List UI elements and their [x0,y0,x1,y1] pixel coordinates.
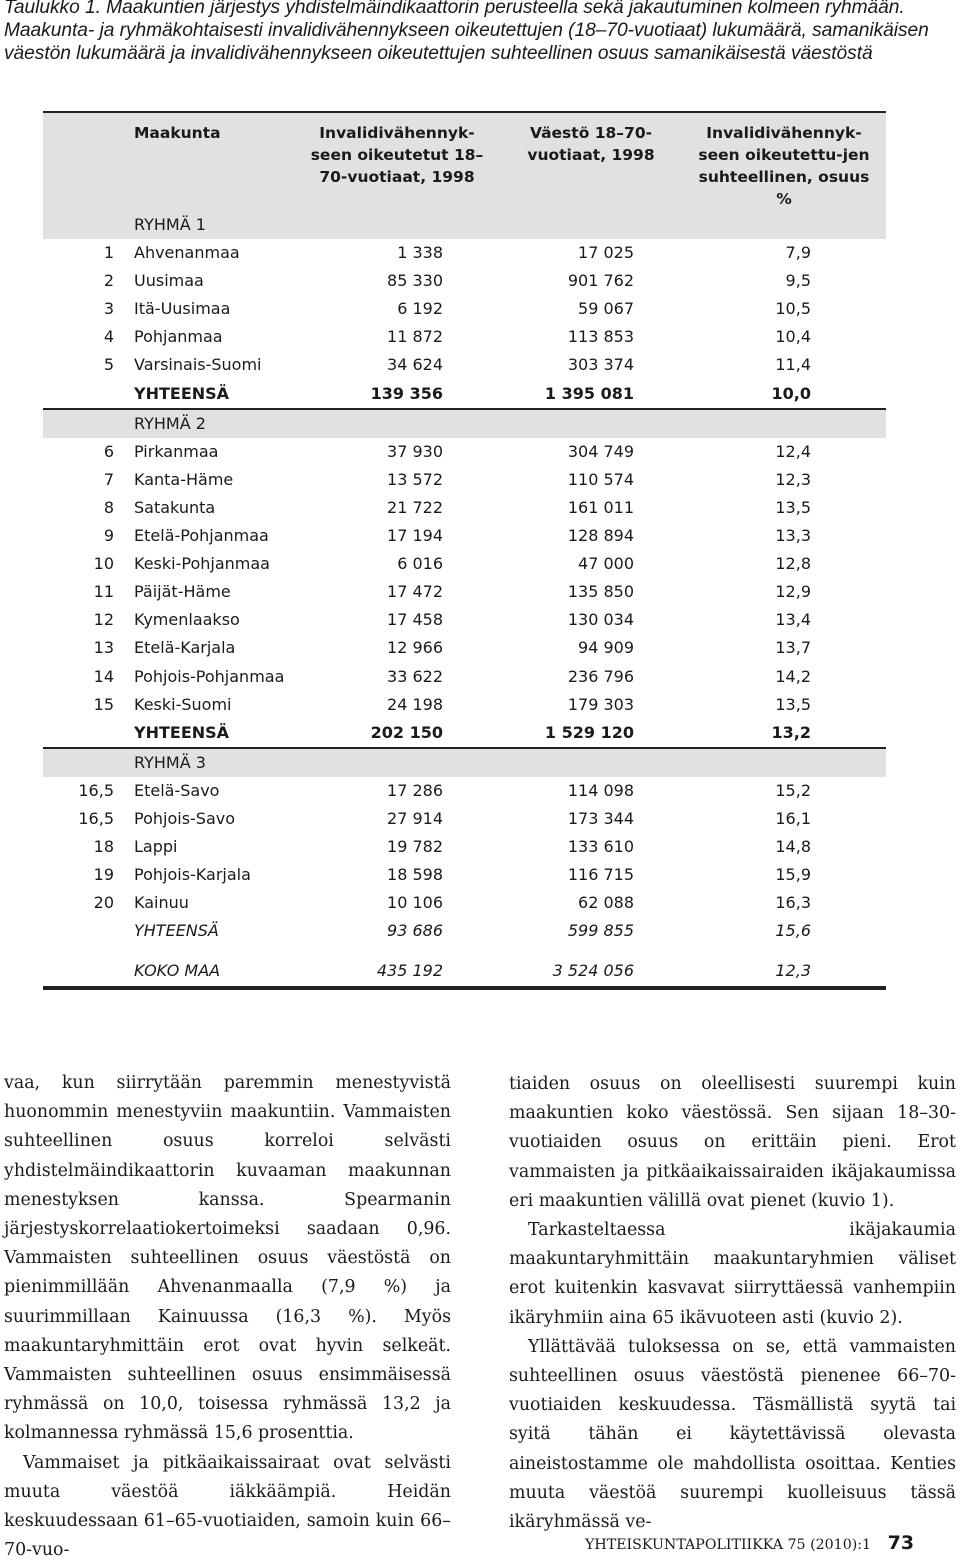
share-cell: 13,2 [771,722,811,742]
population-cell: 128 894 [567,526,634,546]
region-cell: Pirkanmaa [134,441,219,461]
region-cell: Itä-Uusimaa [134,299,231,319]
group-row [43,410,886,438]
share-cell: 16,3 [775,893,811,913]
disabled-count-cell: 34 624 [387,355,443,375]
share-cell: 14,2 [775,666,811,686]
table-row [43,663,886,691]
population-cell: 113 853 [567,327,634,347]
group-row [43,211,886,239]
region-cell: Ahvenanmaa [134,243,240,263]
table-row [43,239,886,267]
table-row [43,861,886,889]
rank-cell: 19 [93,865,114,885]
region-cell: Kanta-Häme [134,469,234,489]
region-cell: Etelä-Karjala [134,638,236,658]
table-row [43,295,886,323]
population-cell: 130 034 [567,610,634,630]
rank-cell: 11 [93,582,114,602]
share-cell: 12,9 [775,582,811,602]
table-row [43,833,886,861]
rank-cell: 4 [103,327,114,347]
disabled-count-cell: 11 872 [387,327,443,347]
share-cell: 12,3 [775,961,811,981]
region-cell: Keski-Pohjanmaa [134,554,270,574]
population-cell: 17 025 [578,243,634,263]
region-cell: YHTEENSÄ [134,921,219,941]
population-cell: 59 067 [578,299,634,319]
share-cell: 16,1 [775,808,811,828]
disabled-count-cell: 202 150 [370,722,443,742]
region-cell: Pohjois-Karjala [134,865,251,885]
table-body [43,211,886,988]
rank-cell: 13 [93,638,114,658]
population-cell: 304 749 [567,441,634,461]
region-cell: Keski-Suomi [134,694,232,714]
table-row [43,691,886,719]
total-row [43,380,886,410]
total-row [43,719,886,749]
population-cell: 114 098 [567,780,634,800]
table-header [43,113,886,211]
table-row [43,494,886,522]
share-cell: 15,9 [775,865,811,885]
rank-cell: 2 [103,271,114,291]
share-cell: 15,2 [775,780,811,800]
share-cell: 13,5 [775,694,811,714]
region-cell: Etelä-Savo [134,780,220,800]
share-cell: 13,4 [775,610,811,630]
table-row [43,889,886,917]
region-cell: Varsinais-Suomi [134,355,262,375]
paragraph: Tarkasteltaessa ikäjakaumia maakuntaryhmittäin maakuntaryhmien väliset erot kuitenkin kasvavat siirryttäessä vanhempiin ikäryhmiin aina 65 ikävuoteen asti (kuvio 2). [509,1220,956,1328]
region-cell: YHTEENSÄ [134,383,230,403]
body-text-right-column [509,1070,956,1537]
population-cell: 94 909 [578,638,634,658]
share-cell: 13,3 [775,526,811,546]
disabled-count-cell: 21 722 [387,497,443,517]
share-cell: 10,0 [771,383,811,403]
region-cell: KOKO MAA [134,961,221,981]
population-cell: 110 574 [567,469,634,489]
rank-cell: 16,5 [78,780,114,800]
region-cell: Pohjois-Pohjanmaa [134,666,285,686]
population-cell: 3 524 056 [552,961,634,981]
share-cell: 12,4 [775,441,811,461]
rank-cell: 6 [103,441,114,461]
total-row [43,917,886,945]
disabled-count-cell: 93 686 [387,921,443,941]
disabled-count-cell: 10 106 [387,893,443,913]
paragraph: Yllättävää tuloksessa on se, että vammaisten suhteellinen osuus väestöstä pienenee 66–70-vuotiaiden keskuudessa. Täsmällistä syytä tai syitä tähän ei käytettävissä olevasta aineistostamme ole mahdollista osoittaa. Kenties muuta väestöä suurempi kuolleisuus tässä ikäryhmässä ve- [509,1336,956,1533]
disabled-count-cell: 17 472 [387,582,443,602]
region-cell: Pohjanmaa [134,327,223,347]
table-row [43,522,886,550]
rank-cell: 9 [103,526,114,546]
population-cell: 173 344 [567,808,634,828]
disabled-count-cell: 19 782 [387,837,443,857]
population-cell: 901 762 [567,271,634,291]
disabled-count-cell: 17 194 [387,526,443,546]
population-cell: 133 610 [567,837,634,857]
table-row [43,777,886,805]
rank-cell: 18 [93,837,114,857]
disabled-count-cell: 12 966 [387,638,443,658]
page-footer [585,1532,955,1554]
disabled-count-cell: 1 338 [397,243,443,263]
disabled-count-cell: 139 356 [370,383,443,403]
journal-name: YHTEISKUNTAPOLITIIKKA 75 (2010):1 [585,1537,872,1553]
rank-cell: 20 [93,893,114,913]
table-row [43,634,886,662]
region-cell: Lappi [134,837,178,857]
table-row [43,805,886,833]
total-row [43,957,886,987]
rank-cell: 8 [103,497,114,517]
paragraph: Vammaiset ja pitkäaikaissairaat ovat selvästi muuta väestöä iäkkäämpiä. Heidän keskuudessaan 61–65-vuotiaiden, samoin kuin 66–70-vuo- [4,1452,451,1561]
share-cell: 12,3 [775,469,811,489]
disabled-count-cell: 17 286 [387,780,443,800]
table-row [43,351,886,379]
region-cell: Satakunta [134,497,216,517]
rank-cell: 3 [103,299,114,319]
region-cell: Pohjois-Savo [134,808,236,828]
disabled-count-cell: 85 330 [387,271,443,291]
region-cell: RYHMÄ 3 [134,752,206,772]
header-share: Invalidivähennyk-seen oikeutettu-jen suhteellinen, osuus % [698,124,870,208]
disabled-count-cell: 6 192 [397,299,443,319]
rank-cell: 10 [93,554,114,574]
population-cell: 303 374 [567,355,634,375]
share-cell: 10,5 [775,299,811,319]
table-row [43,606,886,634]
region-cell: Kymenlaakso [134,610,240,630]
rank-cell: 14 [93,666,114,686]
rank-cell: 16,5 [78,808,114,828]
table-spacer [43,945,886,957]
paragraph: vaa, kun siirrytään paremmin menestyvistä huonommin menestyviin maakuntiin. Vammaisten suhteellinen osuus korreloi selvästi yhdistelmäindikaattorin kuvaaman maakunnan menestyksen kanssa. Spearmanin järjestyskorrelaatiokertoimeksi saadaan 0,96. Vammaisten suhteellinen osuus väestöstä on pienimmillään Ahvenanmaalla (7,9 %) ja suurimmillaan Kainuussa (16,3 %). Myös maakuntaryhmittäin erot ovat hyvin selkeät. Vammaisten suhteellinen osuus ensimmäisessä ryhmässä on 10,0, toisessa ryhmässä 13,2 ja kolmannessa ryhmässä 15,6 prosenttia. [4,1073,451,1444]
disabled-count-cell: 24 198 [387,694,443,714]
population-cell: 116 715 [567,865,634,885]
table-row [43,578,886,606]
population-cell: 1 395 081 [544,383,634,403]
region-cell: YHTEENSÄ [134,722,230,742]
table-row [43,267,886,295]
disabled-count-cell: 13 572 [387,469,443,489]
rank-cell: 12 [93,610,114,630]
header-population: Väestö 18–70-vuotiaat, 1998 [527,124,655,164]
region-cell: Kainuu [134,893,189,913]
share-cell: 7,9 [785,243,811,263]
share-cell: 14,8 [775,837,811,857]
disabled-count-cell: 37 930 [387,441,443,461]
disabled-count-cell: 33 622 [387,666,443,686]
data-table [43,111,886,990]
rank-cell: 1 [103,243,114,263]
header-region: Maakunta [134,124,221,142]
rank-cell: 5 [103,355,114,375]
population-cell: 1 529 120 [544,722,634,742]
table-row [43,550,886,578]
disabled-count-cell: 18 598 [387,865,443,885]
region-cell: RYHMÄ 1 [134,215,206,234]
share-cell: 12,8 [775,554,811,574]
population-cell: 135 850 [567,582,634,602]
page-number: 73 [887,1532,915,1554]
paragraph: tiaiden osuus on oleellisesti suurempi kuin maakuntien koko väestössä. Sen sijaan 18–30-vuotiaiden osuus on erittäin pieni. Erot vammaisten ja pitkäaikaissairaiden ikäjakaumissa eri maakuntien välillä ovat pienet (kuvio 1). [509,1074,956,1211]
population-cell: 161 011 [567,497,634,517]
population-cell: 236 796 [567,666,634,686]
table-row [43,466,886,494]
table-caption: Taulukko 1. Maakuntien järjestys yhdistelmäindikaattorin perusteella sekä jakautuminen kolmeen ryhmään. Maakunta- ja ryhmäkohtaisesti invalidivähennykseen oikeutettujen (18–70-vuotiaat) lukumäärä, samanikäisen väestön lukumäärä ja invalidivähennykseen oikeutettujen suhteellinen osuus samanikäisestä väestöstä [4,0,929,64]
table-row [43,438,886,466]
population-cell: 599 855 [567,921,634,941]
population-cell: 62 088 [578,893,634,913]
share-cell: 15,6 [775,921,811,941]
disabled-count-cell: 435 192 [376,961,443,981]
body-text-left-column [4,1069,451,1565]
region-cell: RYHMÄ 2 [134,413,206,433]
share-cell: 9,5 [785,271,811,291]
region-cell: Päijät-Häme [134,582,231,602]
disabled-count-cell: 17 458 [387,610,443,630]
disabled-count-cell: 27 914 [387,808,443,828]
rank-cell: 15 [93,694,114,714]
region-cell: Uusimaa [134,271,204,291]
population-cell: 47 000 [578,554,634,574]
region-cell: Etelä-Pohjanmaa [134,526,269,546]
share-cell: 13,5 [775,497,811,517]
disabled-count-cell: 6 016 [397,554,443,574]
header-disabled-count: Invalidivähennyk-seen oikeutetut 18–70-vuotiaat, 1998 [310,124,484,186]
share-cell: 10,4 [775,327,811,347]
group-row [43,749,886,777]
population-cell: 179 303 [567,694,634,714]
share-cell: 13,7 [775,638,811,658]
share-cell: 11,4 [775,355,811,375]
rank-cell: 7 [103,469,114,489]
table-row [43,323,886,351]
